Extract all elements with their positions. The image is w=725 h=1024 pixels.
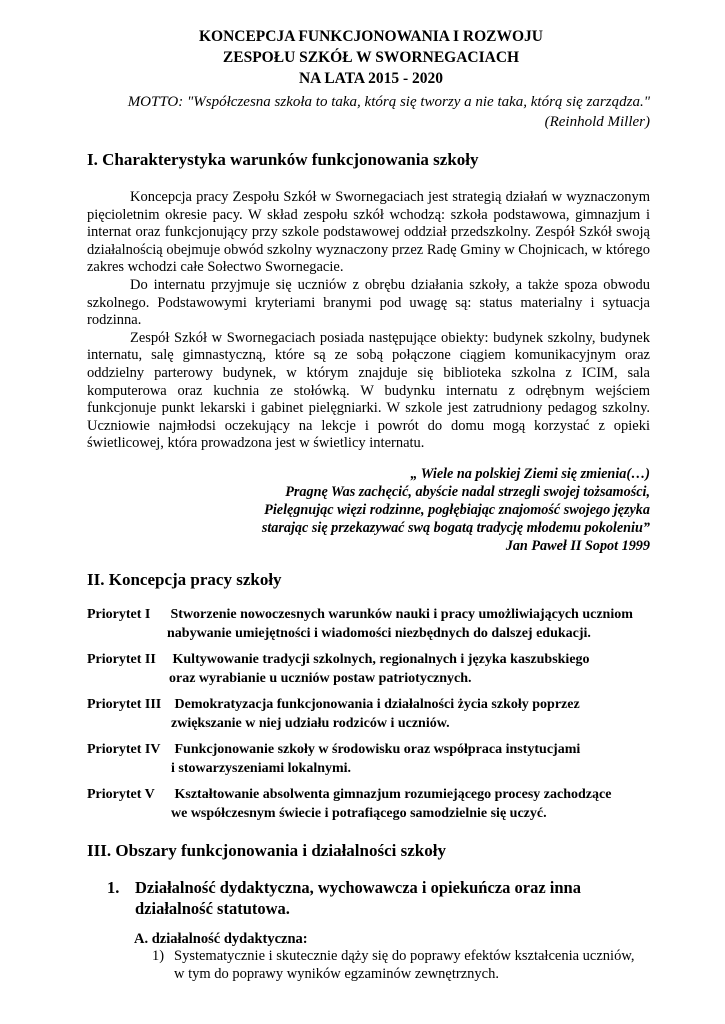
motto: MOTTO: "Współczesna szkoła to taka, którą się tworzy a nie taka, którą się zarządza." (127, 94, 650, 110)
section-3-heading: III. Obszary funkcjonowania i działalności szkoły (87, 840, 446, 860)
title-line-1: KONCEPCJA FUNKCJONOWANIA I ROZWOJU (198, 28, 544, 45)
section-2-heading: II. Koncepcja pracy szkoły (87, 569, 282, 589)
priority-item (87, 740, 650, 778)
subsection-1-number: 1. (107, 877, 120, 897)
priority-text: Stworzenie nowoczesnych warunków nauki i pracy umożliwiających uczniom (170, 606, 633, 622)
priority-label: Priorytet IV (87, 741, 161, 757)
priority-text: Kultywowanie tradycji szkolnych, regionalnych i języka kaszubskiego (172, 651, 590, 667)
quote-line-3: Pielęgnując więzi rodzinne, pogłębiając znajomość swojego języka (264, 501, 650, 518)
quote-line-4: starając się przekazywać swą bogatą tradycję młodemu pokoleniu” (261, 519, 650, 536)
motto-author: (Reinhold Miller) (544, 114, 650, 130)
priority-text-cont: i stowarzyszeniami lokalnymi. (171, 760, 352, 776)
list-item-number: 1) (152, 947, 165, 964)
priority-text-cont: oraz wyrabianie u uczniów postaw patriotycznych. (169, 670, 472, 686)
quote-author: Jan Paweł II Sopot 1999 (505, 537, 650, 554)
priority-text: Demokratyzacja funkcjonowania i działalności życia szkoły poprzez (174, 696, 580, 712)
priority-item (87, 650, 650, 688)
subsection-1-line-1: Działalność dydaktyczna, wychowawcza i opiekuńcza oraz inna (135, 877, 581, 897)
priority-label: Priorytet II (87, 651, 156, 667)
list-item (152, 948, 650, 983)
priority-text: Kształtowanie absolwenta gimnazjum rozumiejącego procesy zachodzące (174, 786, 612, 802)
list-item-text-cont: w tym do poprawy wyników egzaminów zewnętrznych. (174, 965, 499, 982)
title-line-3: NA LATA 2015 - 2020 (298, 70, 444, 87)
title-line-2: ZESPOŁU SZKÓŁ W SWORNEGACIACH (222, 49, 520, 66)
subsubsection-a-heading: A. działalność dydaktyczna: (134, 930, 308, 947)
list-item-text: Systematycznie i skutecznie dąży się do poprawy efektów kształcenia uczniów, (174, 947, 635, 964)
priority-text-cont: nabywanie umiejętności i wiadomości niezbędnych do dalszej edukacji. (167, 625, 591, 641)
section-1-paragraph-2: Do internatu przyjmuje się uczniów z obrębu działania szkoły, a także spoza obwodu szkolnego. Podstawowymi kryteriami branymi pod uwagę są: status materialny i sytuacja rodzinna. (87, 276, 650, 329)
section-1-heading: I. Charakterystyka warunków funkcjonowania szkoły (87, 150, 479, 169)
priority-text: Funkcjonowanie szkoły w środowisku oraz współpraca instytucjami (174, 741, 581, 757)
subsection-1-line-2: działalność statutowa. (135, 898, 290, 918)
section-1-paragraph-3: Zespół Szkół w Swornegaciach posiada następujące obiekty: budynek szkolny, budynek internatu, salę gimnastyczną, które są ze sobą połączone ciągiem komunikacyjnym oraz oddzielny parterowy budynek, w którym znajduje się biblioteka szkolna z ICIM, sala komputerowa oraz kuchnia ze stołówką. W budynku internatu z odrębnym wejściem funkcjonuje punkt lekarski i gabinet pielęgniarki. W szkole jest zatrudniony pedagog szkolny. Uczniowie najmłodsi oczekujący na lekcje i powrót do domu mogą korzystać z opieki świetlicowej, która prowadzona jest w świetlicy internatu. (87, 329, 650, 452)
priority-label: Priorytet I (87, 606, 151, 622)
priority-label: Priorytet V (87, 786, 155, 802)
priority-item (87, 605, 650, 643)
section-1-body (87, 189, 650, 453)
subsection-1-heading (107, 877, 650, 919)
priority-text-cont: we współczesnym świecie i potrafiącego samodzielnie się uczyć. (171, 805, 547, 821)
quote-line-1: „ Wiele na polskiej Ziemi się zmienia(…) (410, 465, 650, 482)
quote-line-2: Pragnę Was zachęcić, abyście nadal strzegli swojej tożsamości, (285, 483, 650, 500)
priority-text-cont: zwiększanie w niej udziału rodziców i uczniów. (171, 715, 450, 731)
document-title (92, 26, 650, 89)
quote-block (87, 465, 650, 555)
priority-item (87, 785, 650, 823)
priority-label: Priorytet III (87, 696, 162, 712)
priorities-list (87, 605, 650, 823)
section-1-paragraph-1: Koncepcja pracy Zespołu Szkół w Swornegaciach jest strategią działań w wyznaczonym pięcioletnim okresie pacy. W skład zespołu szkół wchodzą: szkoła podstawowa, gimnazjum i internat oraz funkcjonujący przy szkole podstawowej oddział przedszkolny. Zespół Szkół swoją działalnością obejmuje obwód szkolny wyznaczony przez Radę Gminy w Chojnicach, w którego zakres wchodzi całe Sołectwo Swornegacie. (87, 189, 650, 276)
priority-item (87, 695, 650, 733)
